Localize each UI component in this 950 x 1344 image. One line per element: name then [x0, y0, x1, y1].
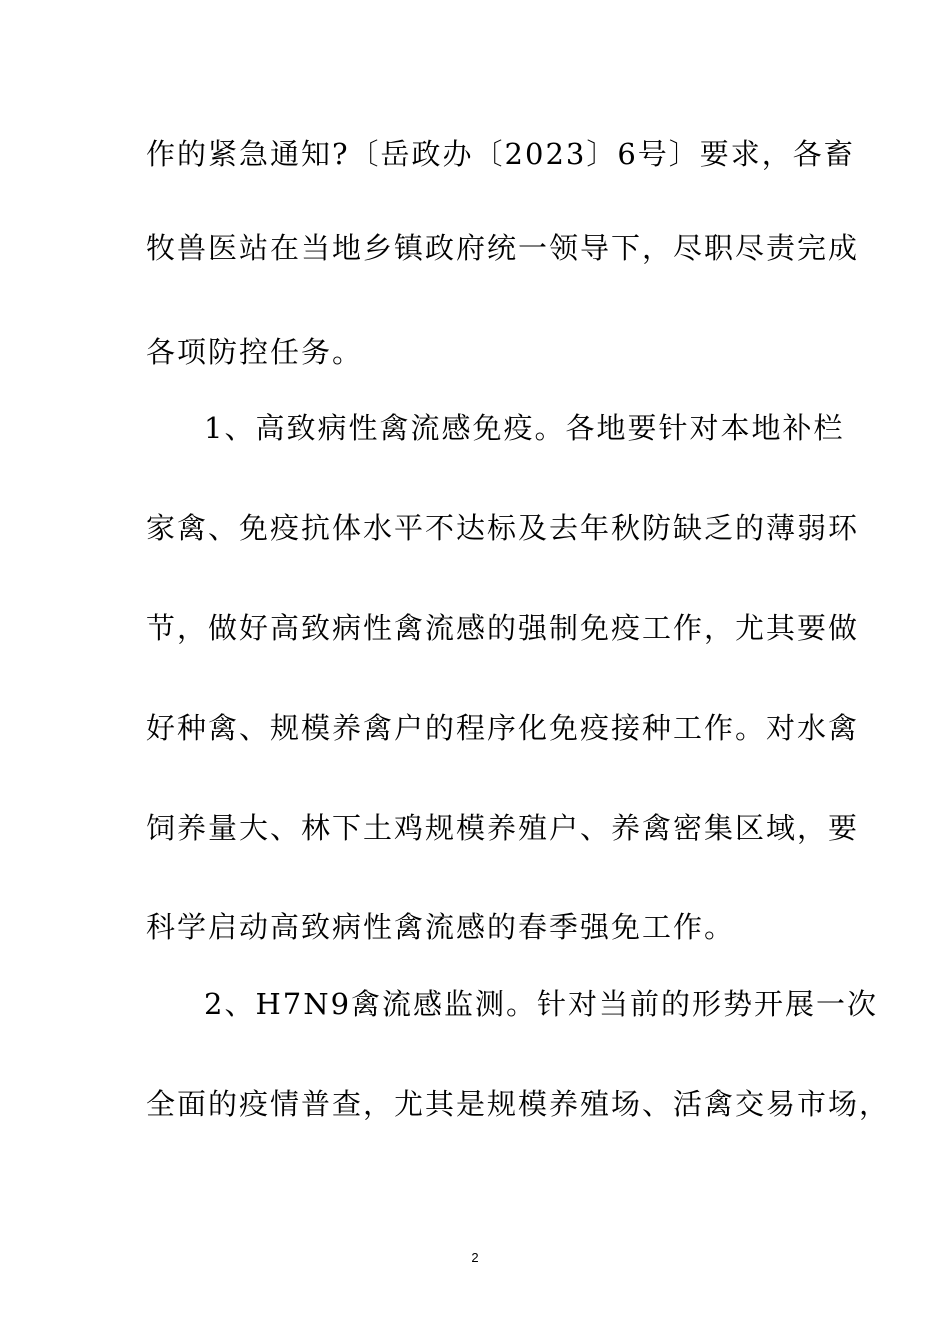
text-line-8: 饲养量大、林下土鸡规模养殖户、养禽密集区域，要 [146, 811, 860, 845]
text-line-1: 作的紧急通知?〔岳政办〔2023〕6号〕要求，各畜 [146, 137, 855, 171]
text-line-2: 牧兽医站在当地乡镇政府统一领导下，尽职尽责完成 [146, 231, 860, 265]
paragraph-2-first-line: 2、H7N9禽流感监测。针对当前的形势开展一次 [204, 987, 879, 1021]
text-line-9: 科学启动高致病性禽流感的春季强免工作。 [146, 910, 736, 944]
paragraph-1-first-line: 1、高致病性禽流感免疫。各地要针对本地补栏 [204, 411, 845, 445]
text-line-6: 节，做好高致病性禽流感的强制免疫工作，尤其要做 [146, 611, 860, 645]
text-line-3: 各项防控任务。 [146, 335, 364, 369]
text-line-11: 全面的疫情普查，尤其是规模养殖场、活禽交易市场， [146, 1087, 891, 1121]
text-line-5: 家禽、免疫抗体水平不达标及去年秋防缺乏的薄弱环 [146, 511, 860, 545]
text-line-7: 好种禽、规模养禽户的程序化免疫接种工作。对水禽 [146, 711, 860, 745]
page-number: 2 [471, 1250, 479, 1265]
